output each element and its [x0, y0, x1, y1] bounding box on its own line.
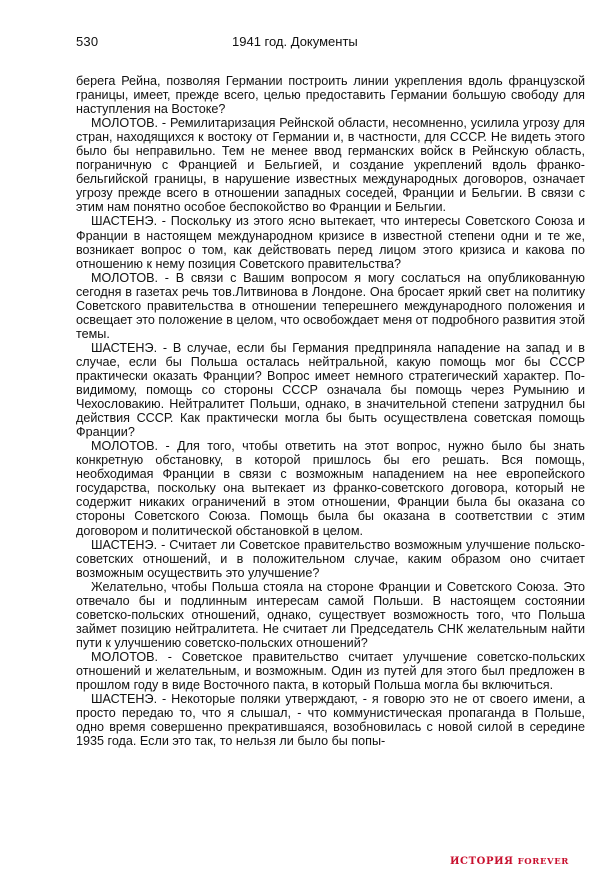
paragraph-8: Желательно, чтобы Польша стояла на стороне Франции и Советского Союза. Это отвечало бы и подлинным интересам самой Польши. В настоящем состоянии советско-польских отношений, однако, существует возможность того, что Польша займет позицию нейтралитета. Не считает ли Председатель СНК желательным найти пути к улучшению советско-польских отношений?	[76, 579, 585, 650]
paragraph-6: МОЛОТОВ. - Для того, чтобы ответить на этот вопрос, нужно было бы знать конкретную обстановку, в которой пришлось бы его решать. Вся помощь, необходимая Франции в связи с возможным нападением на нее европейского государства, поскольку она вытекает из франко-советского договора, который не содержит никаких ограничений в этом отношении, Франции была бы оказана со стороны Советского Союза. Помощь была бы оказана в соответствии с этим договором и политической обстановкой в целом.	[76, 439, 585, 538]
running-title: 1941 год. Документы	[232, 34, 358, 49]
watermark	[450, 856, 569, 867]
page-number: 530	[76, 34, 99, 49]
paragraph-4: МОЛОТОВ. - В связи с Вашим вопросом я могу сослаться на опубликованную сегодня в газетах речь тов.Литвинова в Лондоне. Она бросает яркий свет на политику Советского правительства в отношении теперешнего международного положения и освещает это положение в целом, что освобождает меня от подробного развития этой темы.	[76, 270, 585, 341]
document-body	[76, 74, 585, 748]
watermark-word-1: ИСТОРИЯ	[450, 856, 514, 867]
paragraph-2: МОЛОТОВ. - Ремилитаризация Рейнской области, несомненно, усилила угрозу для стран, находящихся к востоку от Германии и, в частности, для СССР. Не видеть этого было бы неправильно. Тем не менее ввод германских войск в Рейнскую область, пограничную с Францией и Бельгией, и создание укреплений вдоль франко-бельгийской границы, в нарушение известных международных договоров, означает угрозу прежде всего в отношении западных соседей, Франции и Бельгии. В связи с этим нам понятно особое беспокойство во Франции и Бельгии.	[76, 116, 585, 215]
paragraph-9: МОЛОТОВ. - Советское правительство считает улучшение советско-польских отношений и желательным, и возможным. Один из путей для этого был предложен в прошлом году в виде Восточного пакта, в который Польша могла бы включиться.	[76, 649, 585, 693]
paragraph-3: ШАСТЕНЭ. - Поскольку из этого ясно вытекает, что интересы Советского Союза и Франции в настоящем международном кризисе в известной степени одни и те же, возникает вопрос о том, как действовать перед лицом этого кризиса и какова по отношению к нему позиция Советского правительства?	[76, 214, 585, 271]
paragraph-1: берега Рейна, позволяя Германии построить линии укрепления вдоль французской границы, имеет, прежде всего, целью предоставить Германии большую свободу для наступления на Востоке?	[76, 74, 585, 117]
paragraph-7: ШАСТЕНЭ. - Считает ли Советское правительство возможным улучшение польско-советских отношений, и в положительном случае, каким образом оно считает возможным осуществить это улучшение?	[76, 537, 585, 580]
paragraph-5: ШАСТЕНЭ. - В случае, если бы Германия предприняла нападение на запад и в случае, если бы Польша осталась нейтральной, какую помощь мог бы СССР практически оказать Франции? Вопрос имеет немного стратегический характер. По-видимому, помощь со стороны СССР означала бы помощь через Румынию и Чехословакию. Нейтралитет Польши, однако, в значительной степени затруднил бы действия СССР. Как практически могла бы быть осуществлена советская помощь Франции?	[76, 340, 585, 440]
paragraph-10: ШАСТЕНЭ. - Некоторые поляки утверждают, - я говорю это не от своего имени, а просто передаю то, что я слышал, - что коммунистическая пропаганда в Польше, одно время совершенно прекратившаяся, возобновилась с новой силой в середине 1935 года. Если это так, то нельзя ли было бы попы-	[76, 692, 585, 749]
watermark-word-2: FOREVER	[517, 857, 569, 867]
